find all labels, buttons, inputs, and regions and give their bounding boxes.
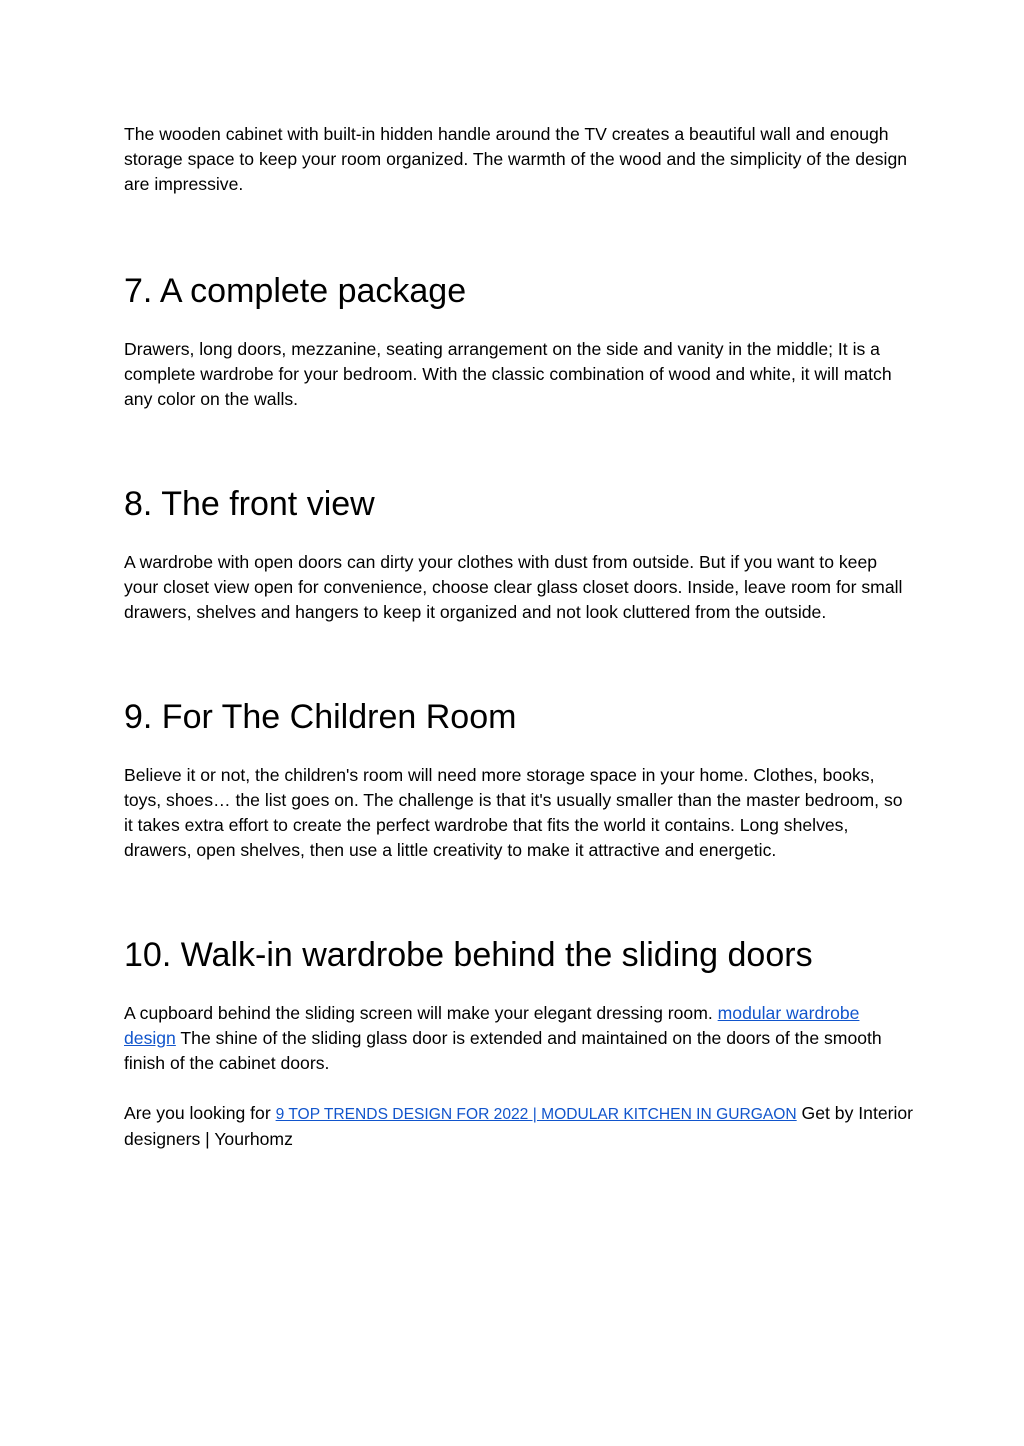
section-heading: 9. For The Children Room: [124, 698, 517, 736]
section-heading: 10. Walk-in wardrobe behind the sliding doors: [124, 936, 813, 974]
modular-kitchen-link[interactable]: 9 TOP TRENDS DESIGN FOR 2022 | MODULAR KITCHEN IN GURGAON: [275, 1106, 797, 1123]
cta-paragraph: [124, 1101, 914, 1152]
document-page: [124, 122, 914, 1224]
section-heading: 7. A complete package: [124, 272, 467, 310]
section-10: [124, 935, 914, 1152]
intro-paragraph: The wooden cabinet with built-in hidden handle around the TV creates a beautiful wall and enough storage space to keep your room organized. The warmth of the wood and the simplicity of the design are impressive.: [124, 124, 908, 194]
paragraph-text: The shine of the sliding glass door is extended and maintained on the doors of the smooth finish of the cabinet doors.: [124, 1028, 882, 1073]
section-9: [124, 697, 914, 863]
section-heading: 8. The front view: [124, 485, 375, 523]
paragraph-text: Are you looking for: [124, 1103, 276, 1123]
modular-wardrobe-design-link[interactable]: modular wardrobe design: [124, 1003, 860, 1048]
paragraph-text: Get by Interior designers | Yourhomz: [124, 1103, 914, 1149]
section-paragraph: Drawers, long doors, mezzanine, seating arrangement on the side and vanity in the middle; It is a complete wardrobe for your bedroom. With the classic combination of wood and white, it will match any color on the walls.: [124, 339, 892, 409]
section-paragraph: Believe it or not, the children's room will need more storage space in your home. Clothes, books, toys, shoes… the list goes on. The challenge is that it's usually smaller than the master bedroom, so it takes extra effort to create the perfect wardrobe that fits the world it contains. Long shelves, drawers, open shelves, then use a little creativity to make it attractive and energetic.: [124, 765, 903, 860]
section-paragraph: A wardrobe with open doors can dirty your clothes with dust from outside. But if you want to keep your closet view open for convenience, choose clear glass closet doors. Inside, leave room for small drawers, shelves and hangers to keep it organized and not look cluttered from the outside.: [124, 552, 903, 622]
section-8: [124, 484, 914, 625]
section-7: [124, 271, 914, 412]
section-paragraph: [124, 1001, 914, 1076]
paragraph-text: A cupboard behind the sliding screen will make your elegant dressing room.: [124, 1003, 718, 1023]
